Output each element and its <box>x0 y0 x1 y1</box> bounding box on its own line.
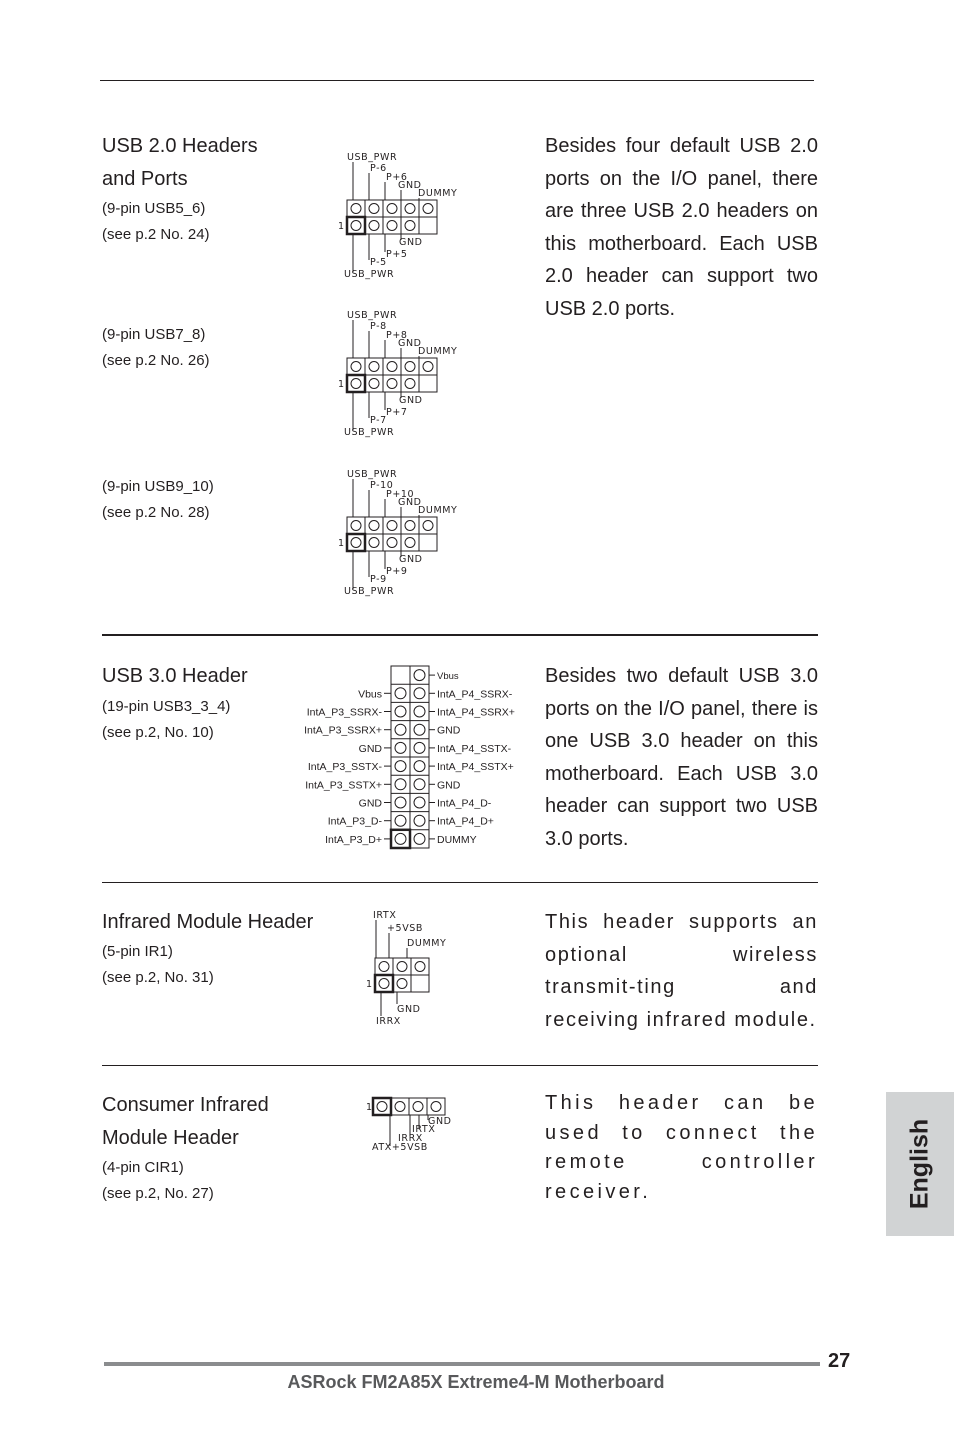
ir-irrx-label: IRRX <box>376 1016 401 1027</box>
usb78-ppos-top-label: P+8 <box>386 330 408 341</box>
usb56-pwr-top-label: USB_PWR <box>347 152 398 163</box>
cir-title-line2: Module Header <box>102 1127 239 1149</box>
cir-header-diagram <box>364 1094 464 1158</box>
usb30-ref: (see p.2, No. 10) <box>102 724 214 741</box>
usb30-right-label: IntA_P4_D- <box>437 797 492 810</box>
usb30-right-label: IntA_P4_SSTX- <box>437 742 512 755</box>
usb910-gnd-bot-label: GND <box>399 554 423 565</box>
usb56-pneg-top-label: P-6 <box>370 163 387 174</box>
usb78-one-label: 1 <box>338 379 345 390</box>
usb78-ref: (see p.2 No. 26) <box>102 352 210 369</box>
ir-ref: (see p.2, No. 31) <box>102 969 214 986</box>
usb20-title-line2: and Ports <box>102 168 188 190</box>
usb30-left-label: IntA_P3_SSRX- <box>306 706 382 719</box>
cir-ref: (see p.2, No. 27) <box>102 1185 214 1202</box>
ir-header-diagram <box>364 906 464 1028</box>
usb910-pwr-top-label: USB_PWR <box>347 469 398 480</box>
ir-vsb-label: +5VSB <box>387 923 424 934</box>
usb30-left-label: Vbus <box>358 688 382 701</box>
cir-irtx-label: IRTX <box>412 1124 436 1135</box>
usb910-dummy-label: DUMMY <box>418 505 458 516</box>
usb30-description: Besides two default USB 3.0 ports on the I/O panel, there is one USB 3.0 header on this motherboard. Each USB 3.0 header can support two USB 3.0 ports. <box>545 665 818 850</box>
usb30-left-label: GND <box>358 742 382 755</box>
usb30-left-label: IntA_P3_SSRX+ <box>304 724 382 737</box>
usb56-one-label: 1 <box>338 221 345 232</box>
usb56-pin: (9-pin USB5_6) <box>102 200 206 217</box>
footer-text: ASRock FM2A85X Extreme4-M Motherboard <box>287 1372 665 1392</box>
usb78-dummy-label: DUMMY <box>418 346 458 357</box>
ir-title: Infrared Module Header <box>102 911 314 933</box>
usb78-gnd-top-label: GND <box>398 338 422 349</box>
usb910-ppos-bot-label: P+9 <box>386 566 408 577</box>
ir-irtx-label: IRTX <box>373 910 397 921</box>
ir-gnd-label: GND <box>397 1004 421 1015</box>
usb78-pwr-bot-label: USB_PWR <box>344 427 395 438</box>
cir-caption <box>102 1155 214 1207</box>
usb910-gnd-top-label: GND <box>398 497 422 508</box>
cir-description: This header can be used to connect the remote controller receiver. <box>545 1092 818 1203</box>
usb30-title: USB 3.0 Header <box>102 665 248 687</box>
usb56-ppos-bot-label: P+5 <box>386 249 408 260</box>
ir-dummy-label: DUMMY <box>407 938 447 949</box>
usb20-title-line1: USB 2.0 Headers <box>102 135 258 157</box>
usb30-right-label: GND <box>437 724 461 737</box>
usb56-pneg-bot-label: P-5 <box>370 257 387 268</box>
usb910-ref: (see p.2 No. 28) <box>102 504 210 521</box>
usb20-description: Besides four default USB 2.0 ports on the I/O panel, there are three USB 2.0 headers on this motherboard. Each USB 2.0 header can support two USB 2.0 ports. <box>545 135 818 320</box>
page-number: 27 <box>828 1350 851 1372</box>
usb30-right-label: IntA_P4_SSRX- <box>437 688 513 701</box>
usb30-right-label: GND <box>437 779 461 792</box>
usb30-left-label: IntA_P3_D- <box>327 815 382 828</box>
section-rule-cir <box>102 1065 818 1066</box>
usb56-ref: (see p.2 No. 24) <box>102 226 210 243</box>
usb30-right-label: IntA_P4_D+ <box>437 815 494 828</box>
usb78-pwr-top-label: USB_PWR <box>347 310 398 321</box>
usb30-left-label: IntA_P3_SSTX- <box>307 761 382 774</box>
usb78-gnd-bot-label: GND <box>399 395 423 406</box>
section-rule-ir <box>102 882 818 883</box>
usb56-pwr-bot-label: USB_PWR <box>344 269 395 280</box>
cir-atx-label: ATX+5VSB <box>372 1142 428 1153</box>
usb30-top-label: Vbus <box>437 671 459 683</box>
usb910-pneg-bot-label: P-9 <box>370 574 387 585</box>
usb910-pin: (9-pin USB9_10) <box>102 478 214 495</box>
ir-pin1-label: 1 <box>366 979 373 990</box>
cir-gnd-label: GND <box>428 1116 452 1127</box>
usb56-gnd-bot-label: GND <box>399 237 423 248</box>
usb56-gnd-top-label: GND <box>398 180 422 191</box>
ir-description: This header supports an optional wireless transmit-ting and receiving infrared module. <box>545 911 818 1031</box>
usb910-ppos-top-label: P+10 <box>386 489 415 500</box>
usb78-pneg-bot-label: P-7 <box>370 415 387 426</box>
language-tab <box>886 1092 954 1236</box>
language-tab-label: English <box>905 1118 934 1210</box>
cir-title <box>102 1089 269 1155</box>
ir-caption <box>102 939 214 991</box>
usb910-pneg-top-label: P-10 <box>370 480 394 491</box>
usb78-pneg-top-label: P-8 <box>370 321 387 332</box>
cir-pin: (4-pin CIR1) <box>102 1159 184 1176</box>
ir-pin: (5-pin IR1) <box>102 943 173 960</box>
usb30-right-label: IntA_P4_SSTX+ <box>437 761 514 774</box>
usb30-left-label: IntA_P3_D+ <box>325 833 382 846</box>
usb56-ppos-top-label: P+6 <box>386 172 408 183</box>
footer-rule <box>104 1362 820 1366</box>
usb78-pin: (9-pin USB7_8) <box>102 326 206 343</box>
usb30-right-label: IntA_P4_SSRX+ <box>437 706 515 719</box>
usb910-pwr-bot-label: USB_PWR <box>344 586 395 597</box>
cir-pin1-label: 1 <box>366 1102 373 1113</box>
usb30-right-label: DUMMY <box>437 833 477 846</box>
usb30-left-label: IntA_P3_SSTX+ <box>305 779 382 792</box>
usb910-one-label: 1 <box>338 538 345 549</box>
usb78-ppos-bot-label: P+7 <box>386 407 408 418</box>
usb30-pin: (19-pin USB3_3_4) <box>102 698 231 715</box>
cir-irrx-label: IRRX <box>398 1133 423 1144</box>
usb30-left-label: GND <box>358 797 382 810</box>
cir-title-line1: Consumer Infrared <box>102 1094 269 1116</box>
usb56-dummy-label: DUMMY <box>418 188 458 199</box>
